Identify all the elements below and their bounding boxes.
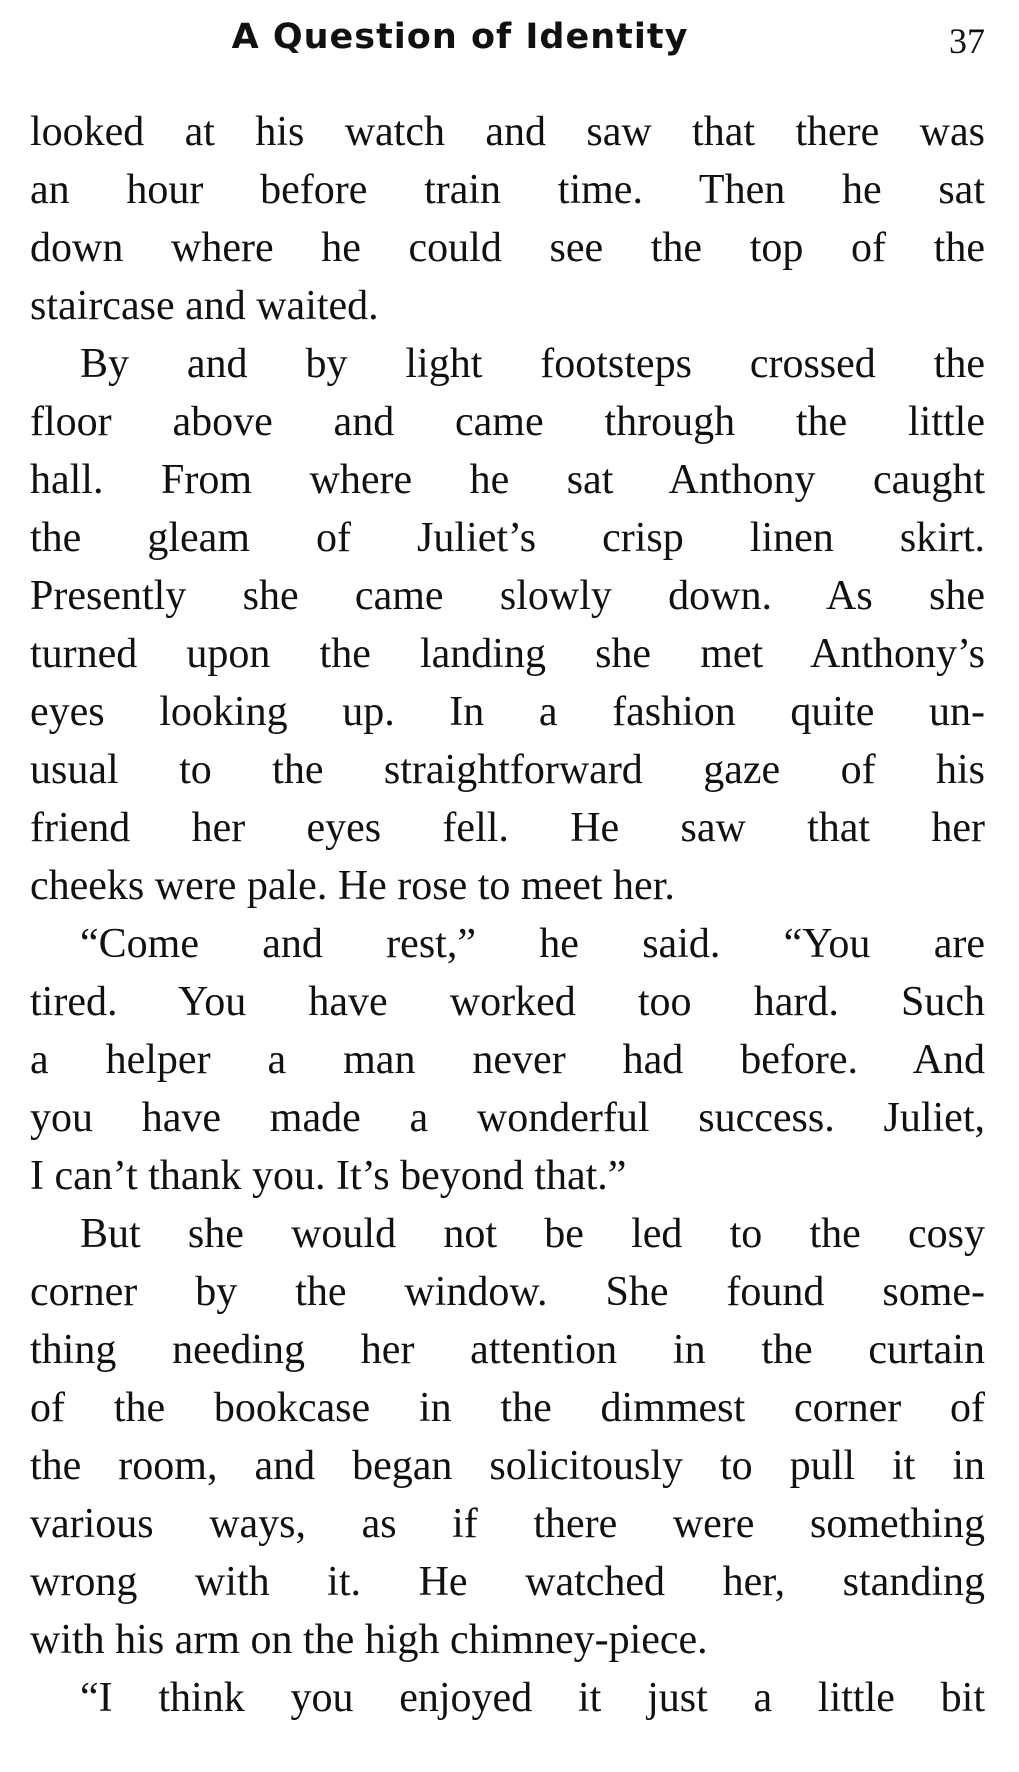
- text-line: cheeks were pale. He rose to meet her.: [30, 863, 675, 909]
- text-line: an hour before train time. Then he sat: [30, 167, 985, 213]
- text-line: But she would not be led to the cosy: [80, 1211, 985, 1257]
- text-line: the room, and began solicitously to pull it in: [30, 1443, 985, 1489]
- text-line: hall. From where he sat Anthony caught: [30, 457, 985, 503]
- text-line: of the bookcase in the dimmest corner of: [30, 1385, 985, 1431]
- text-line: By and by light footsteps crossed the: [80, 341, 985, 387]
- body-text: [30, 103, 985, 1727]
- text-line: corner by the window. She found some-: [30, 1269, 985, 1315]
- text-line: usual to the straightforward gaze of his: [30, 747, 985, 793]
- page-number: 37: [949, 21, 985, 61]
- text-line: wrong with it. He watched her, standing: [30, 1559, 985, 1605]
- text-line: eyes looking up. In a fashion quite un-: [30, 689, 985, 735]
- text-line: staircase and waited.: [30, 283, 379, 329]
- text-line: you have made a wonderful success. Juliet,: [30, 1095, 985, 1141]
- text-line: thing needing her attention in the curtain: [30, 1327, 985, 1373]
- running-title: A Question of Identity: [231, 17, 689, 57]
- running-head: [30, 12, 985, 62]
- text-line: with his arm on the high chimney-piece.: [30, 1617, 708, 1663]
- text-line: friend her eyes fell. He saw that her: [30, 805, 985, 851]
- text-line: tired. You have worked too hard. Such: [30, 979, 985, 1025]
- text-line: various ways, as if there were something: [30, 1501, 985, 1547]
- text-line: down where he could see the top of the: [30, 225, 985, 271]
- text-line: the gleam of Juliet’s crisp linen skirt.: [30, 515, 985, 561]
- text-line: turned upon the landing she met Anthony’s: [30, 631, 985, 677]
- text-line: Presently she came slowly down. As she: [30, 573, 985, 619]
- text-line: a helper a man never had before. And: [30, 1037, 985, 1083]
- text-line: “Come and rest,” he said. “You are: [80, 921, 985, 967]
- text-line: “I think you enjoyed it just a little bit: [80, 1675, 985, 1721]
- text-line: floor above and came through the little: [30, 399, 985, 445]
- text-line: looked at his watch and saw that there was: [30, 109, 985, 155]
- text-line: I can’t thank you. It’s beyond that.”: [30, 1153, 627, 1199]
